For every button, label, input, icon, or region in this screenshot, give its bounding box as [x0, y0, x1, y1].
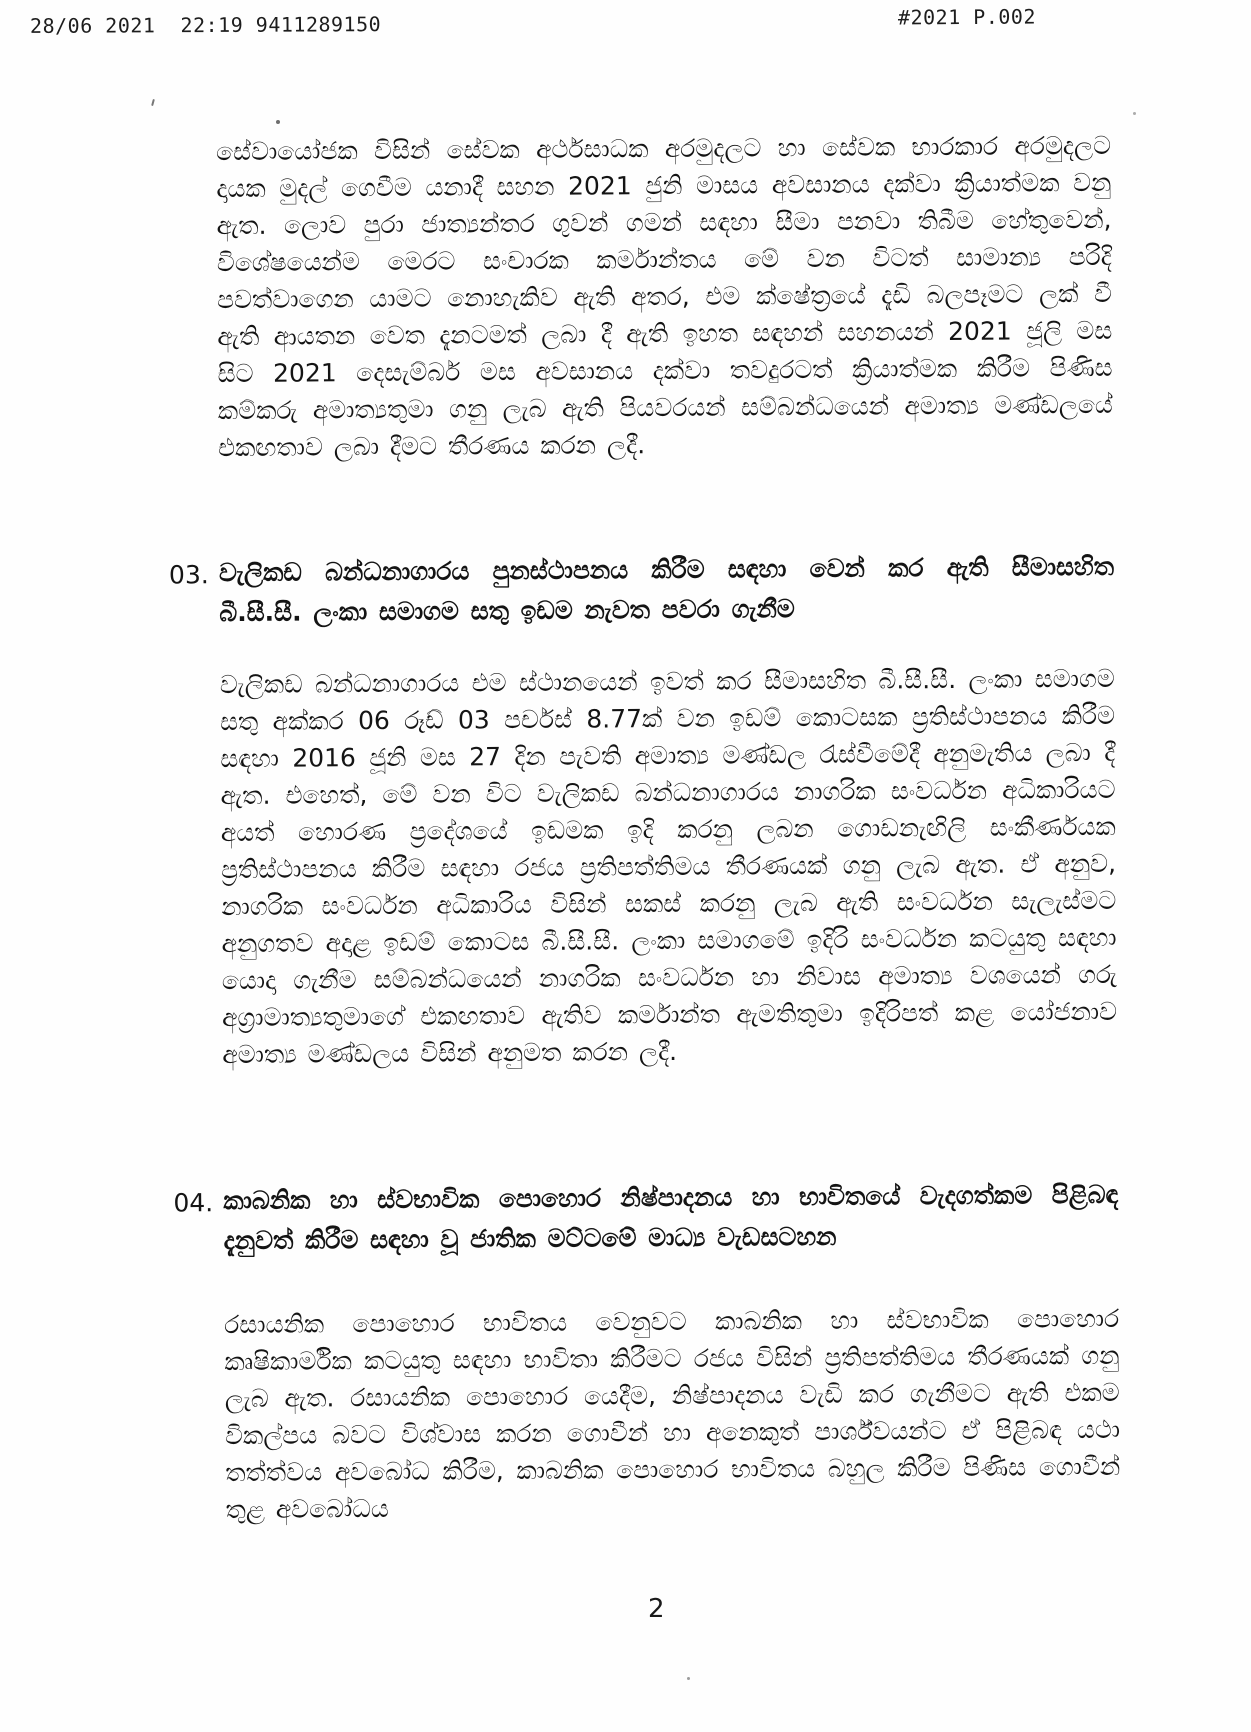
section-03-heading: වැලිකඩ බන්ධනාගාරය පුනස්ථාපනය කිරීම සඳහා වෙන් කර ඇති සීමාසහිත බී.සී.සී. ලංකා සමාගම සතු ඉඩම නැවත පවරා ගැනීම	[218, 551, 1115, 628]
fax-header	[0, 0, 1251, 40]
section-03-content	[219, 547, 1118, 1073]
fax-timestamp-line: 28/06 2021 22:19 9411289150	[29, 12, 382, 38]
section-04-paragraph: රසායනික පොහොර භාවිතය වෙනුවට කාබනික හා ස්වභාවික පොහොර කෘෂිකාර්මික කටයුතු සඳහා භාවිතා කිරීමට රජය විසින් ප්‍රතිපත්තිමය තීරණයක් ගනු ලැබ ඇත. රසායනික පොහොර යෙදීම, නිෂ්පාදනය වැඩි කර ගැනීමට ඇති එකම විකල්පය බවට විශ්වාස කරන ගොවීන් හා අනෙකුත් පාර්ශ්වයන්ට ඒ පිළිබඳ යථා තත්ත්වය අවබෝධ කිරීම, කාබනික පොහොර භාවිතය බහුල කිරීම පිණිස ගොවීන් තුළ අවබෝධය	[224, 1303, 1121, 1525]
scan-speck	[276, 120, 280, 124]
section-04-content	[223, 1175, 1120, 1528]
section-03	[168, 547, 1118, 1073]
page-number: 2	[648, 1594, 665, 1624]
intro-paragraph: සේවායෝජක විසින් සේවක අර්ථසාධක අරමුදලට හා සේවක භාරකාර අරමුදලට දායක මුදල් ගෙවීම යනාදී සහන 2021 ජුනි මාසය අවසානය දක්වා ක්‍රියාත්මක වනු ඇත. ලොව පුරා ජාත්‍යන්තර ගුවන් ගමන් සඳහා සීමා පනවා තිබීම හේතුවෙන්, විශේෂයෙන්ම මෙරට සංචාරක කර්මාන්තය මේ වන විටත් සාමාන්‍ය පරිදි පවත්වාගෙන යාමට නොහැකිව ඇති අතර, එම ක්ෂේත්‍රයේ දැඩි බලපෑමට ලක් වී ඇති ආයතන වෙත දැනටමත් ලබා දී ඇති ඉහත සඳහන් සහනයන් 2021 ජූලි මස සිට 2021 දෙසැම්බර් මස අවසානය දක්වා තවදුරටත් ක්‍රියාත්මක කිරීම පිණිස කම්කරු අමාත්‍යතුමා ගනු ලැබ ඇති පියවරයන් සම්බන්ධයෙන් අමාත්‍ය මණ්ඩලයේ එකඟතාව ලබා දීමට තීරණය කරන ලදී.	[215, 130, 1113, 463]
scan-speck	[151, 99, 155, 106]
section-04	[173, 1175, 1121, 1528]
section-04-heading: කාබනික හා ස්වභාවික පොහොර නිෂ්පාදනය හා භාවිතයේ වැදගත්කම පිළිබඳ දැනුවත් කිරීම සඳහා වූ ජාතික මට්ටමේ මාධ්‍ය වැඩසටහන	[223, 1179, 1119, 1256]
section-03-number: 03.	[168, 560, 209, 590]
fax-page-stamp: #2021 P.002	[897, 4, 1037, 30]
scan-speck	[687, 1677, 690, 1680]
section-04-number: 04.	[173, 1188, 214, 1218]
scan-speck	[1133, 112, 1136, 115]
section-03-paragraph: වැලිකඩ බන්ධනාගාරය එම ස්ථානයෙන් ඉවත් කර සීමාසහිත බී.සී.සී. ලංකා සමාගම සතු අක්කර 06 රූඩ් 03 පර්චස් 8.77ක් වන ඉඩම් කොටසක ප්‍රතිස්ථාපනය කිරීම සඳහා 2016 ජූනි මස 27 දින පැවති අමාත්‍ය මණ්ඩල රැස්වීමේදී අනුමැතිය ලබා දී ඇත. එහෙත්, මේ වන විට වැලිකඩ බන්ධනාගාරය නාගරික සංවර්ධන අධිකාරියට අයත් හොරණ ප්‍රදේශයේ ඉඩමක ඉදි කරනු ලබන ගොඩනැඟිලි සංකීර්ණයක ප්‍රතිස්ථාපනය කිරීම සඳහා රජය ප්‍රතිපත්තිමය තීරණයක් ගනු ලැබ ඇත. ඒ අනුව, නාගරික සංවර්ධන අධිකාරිය විසින් සකස් කරනු ලැබ ඇති සංවර්ධන සැලැස්මට අනුගතව අදාළ ඉඩම් කොටස බී.සී.සී. ලංකා සමාගමේ ඉදිරි සංවර්ධන කටයුතු සඳහා යොදා ගැනීම සම්බන්ධයෙන් නාගරික සංවර්ධන හා නිවාස අමාත්‍ය වශයෙන් ගරු අග්‍රාමාත්‍යතුමාගේ එකඟතාව ඇතිව කර්මාන්ත ඇමතිතුමා ඉදිරිපත් කළ යෝජනාව අමාත්‍ය මණ්ඩලය විසින් අනුමත කරන ලදී.	[219, 663, 1118, 1070]
